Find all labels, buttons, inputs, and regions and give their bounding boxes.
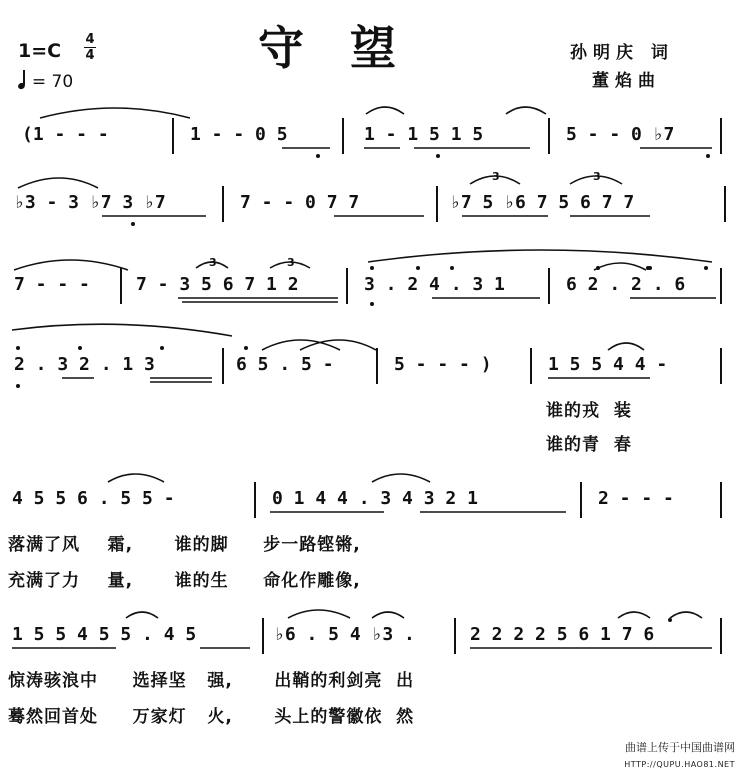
measure: 2 2 2 2 5 6 1 7 6 <box>470 624 655 645</box>
lyric-line: 惊涛骇浪中 选择坚 强, 出鞘的利剑亮 出 <box>8 671 415 691</box>
measure: 7 - - - <box>14 274 90 295</box>
key-signature: 1=C <box>18 40 62 62</box>
lyric-line: 谁的青 春 <box>546 435 632 455</box>
composer-credit: 董焰曲 <box>592 71 661 91</box>
measure: 2 - - - <box>598 488 674 509</box>
measure: 3 . 2 4 . 3 1 <box>364 274 505 295</box>
measure: ♭7 5 ♭6 7 5 6 7 7 <box>450 192 635 213</box>
svg-text:3: 3 <box>593 170 601 183</box>
measure: 6 5 . 5 - <box>236 354 334 375</box>
meter-top: 4 <box>85 32 95 47</box>
measure: 1 - 1 5 1 5 <box>364 124 484 145</box>
quarter-note-icon <box>17 82 26 90</box>
measure: 2 . 3 2 . 1 3 <box>14 354 155 375</box>
measure: 7 - 3 5 6 7 1 2 <box>136 274 299 295</box>
measure: 5 - - 0 ♭7 <box>566 124 675 145</box>
measure: (1 - - - <box>22 124 109 145</box>
svg-text:3: 3 <box>492 170 500 183</box>
svg-text:3: 3 <box>287 256 295 269</box>
time-signature <box>84 33 96 62</box>
lyricist-credit: 孙明庆 词 <box>570 43 674 63</box>
tempo-value: = 70 <box>31 72 74 92</box>
lyric-line: 谁的戎 装 <box>546 401 632 421</box>
measure: 7 - - 0 7 7 <box>240 192 360 213</box>
measure: 0 1 4 4 . 3 4 3 2 1 <box>272 488 478 509</box>
watermark-url: HTTP://QUPU.HAO81.NET <box>624 760 735 769</box>
measure: 1 5 5 4 5 5 . 4 5 <box>12 624 197 645</box>
song-title: 守望 <box>258 21 442 75</box>
watermark: 曲谱上传于中国曲谱网 <box>625 741 735 754</box>
measure: 6 2 . 2 . 6 <box>566 274 686 295</box>
lyric-line: 蓦然回首处 万家灯 火, 头上的警徽依 然 <box>8 707 415 727</box>
tempo-marking <box>18 72 73 92</box>
meter-bottom: 4 <box>85 48 95 63</box>
measure: 4 5 5 6 . 5 5 - <box>12 488 175 509</box>
measure: ♭3 - 3 ♭7 3 ♭7 <box>14 192 166 213</box>
measure: 1 5 5 4 4 - <box>548 354 668 375</box>
measure: ♭6 . 5 4 ♭3 . <box>274 624 415 645</box>
measure: 5 - - - ) <box>394 354 492 375</box>
measure: 1 - - 0 5 <box>190 124 288 145</box>
svg-text:3: 3 <box>209 256 217 269</box>
lyric-line: 充满了力 量, 谁的生 命化作雕像, <box>8 571 361 591</box>
lyric-line: 落满了风 霜, 谁的脚 步一路铿锵, <box>8 535 361 555</box>
